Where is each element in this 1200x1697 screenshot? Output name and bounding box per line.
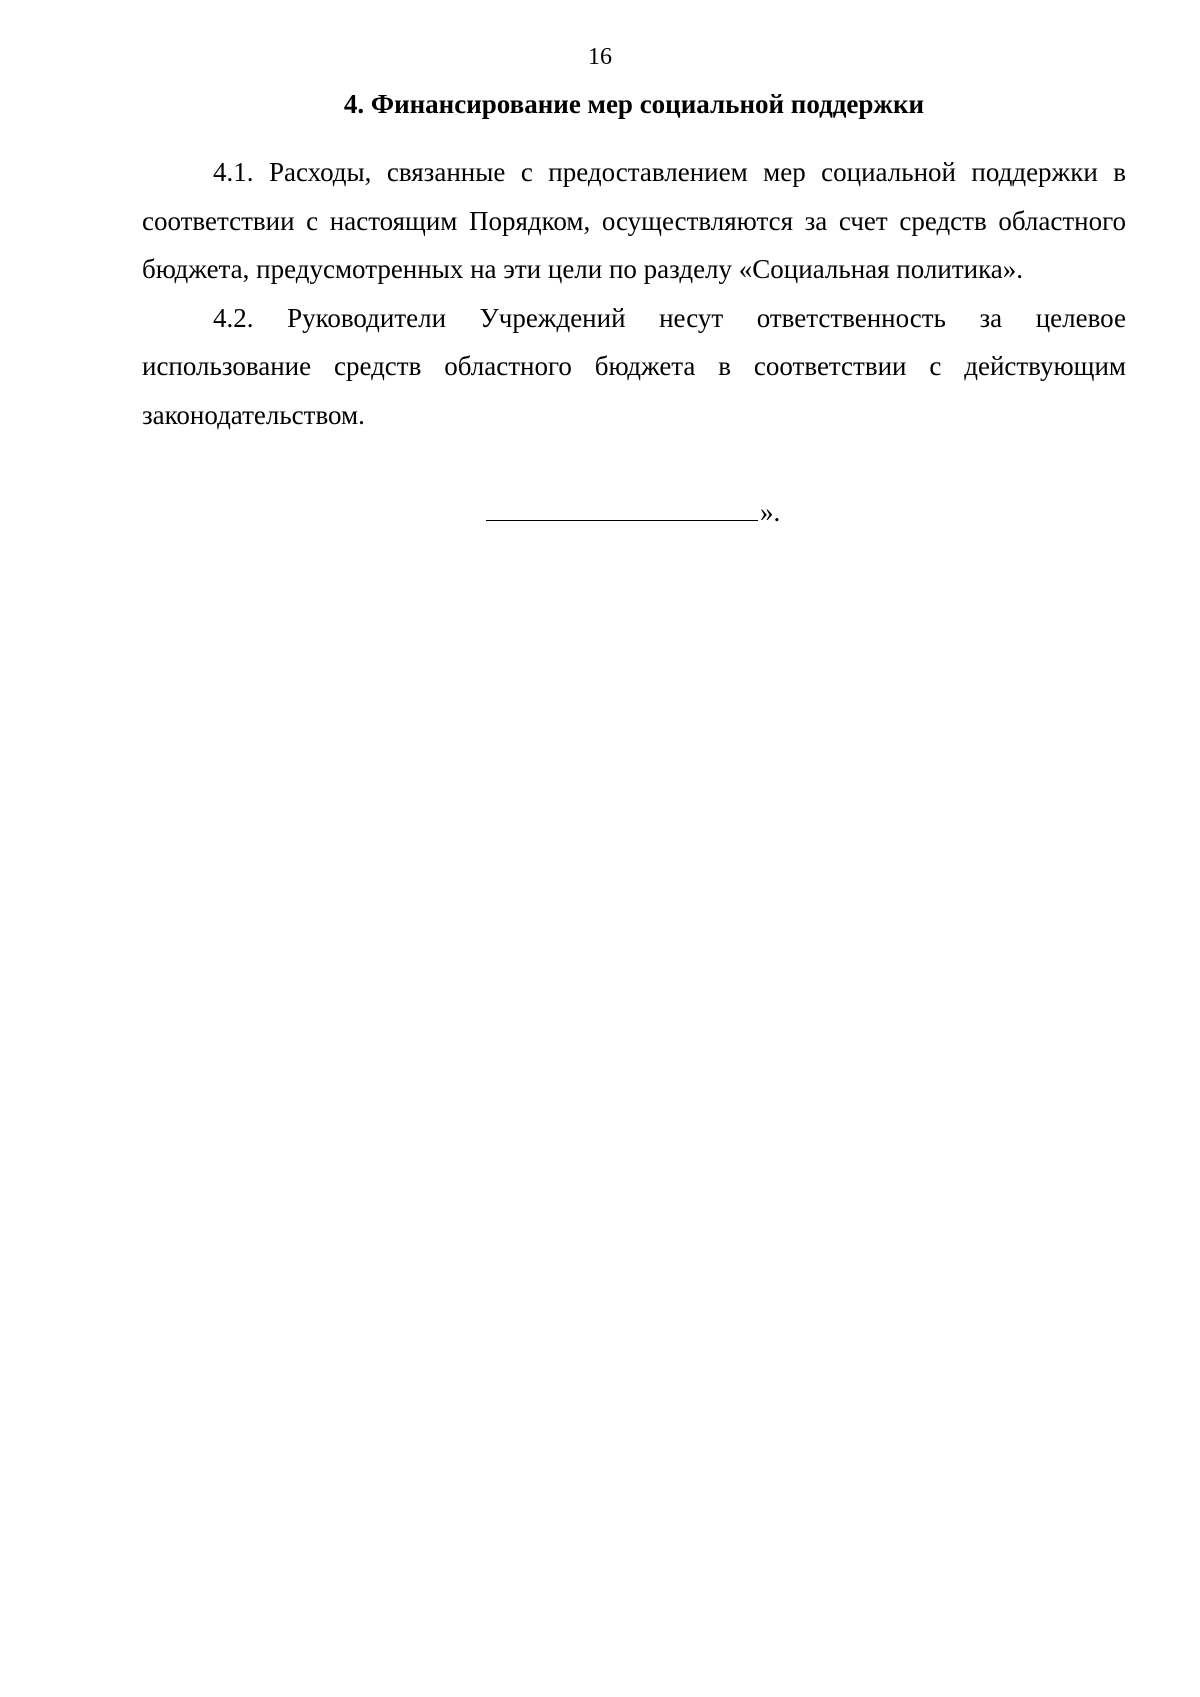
closing-quote-mark: ». bbox=[760, 497, 781, 527]
section-body bbox=[142, 148, 1126, 439]
paragraph-4-2: 4.2. Руководители Учреждений несут ответственность за целевое использование средств областного бюджета в соответствии с действующим законодательством. bbox=[142, 302, 1126, 430]
paragraph-4-1: 4.1. Расходы, связанные с предоставлением мер социальной поддержки в соответствии с настоящим Порядком, осуществляются за счет средств областного бюджета, предусмотренных на эти цели по разделу «Социальная политика». bbox=[142, 157, 1126, 284]
closing-line-block bbox=[486, 494, 780, 530]
page-number: 16 bbox=[588, 44, 612, 70]
section-heading: 4. Финансирование мер социальной поддержки bbox=[343, 89, 925, 119]
closing-underline bbox=[486, 494, 758, 521]
